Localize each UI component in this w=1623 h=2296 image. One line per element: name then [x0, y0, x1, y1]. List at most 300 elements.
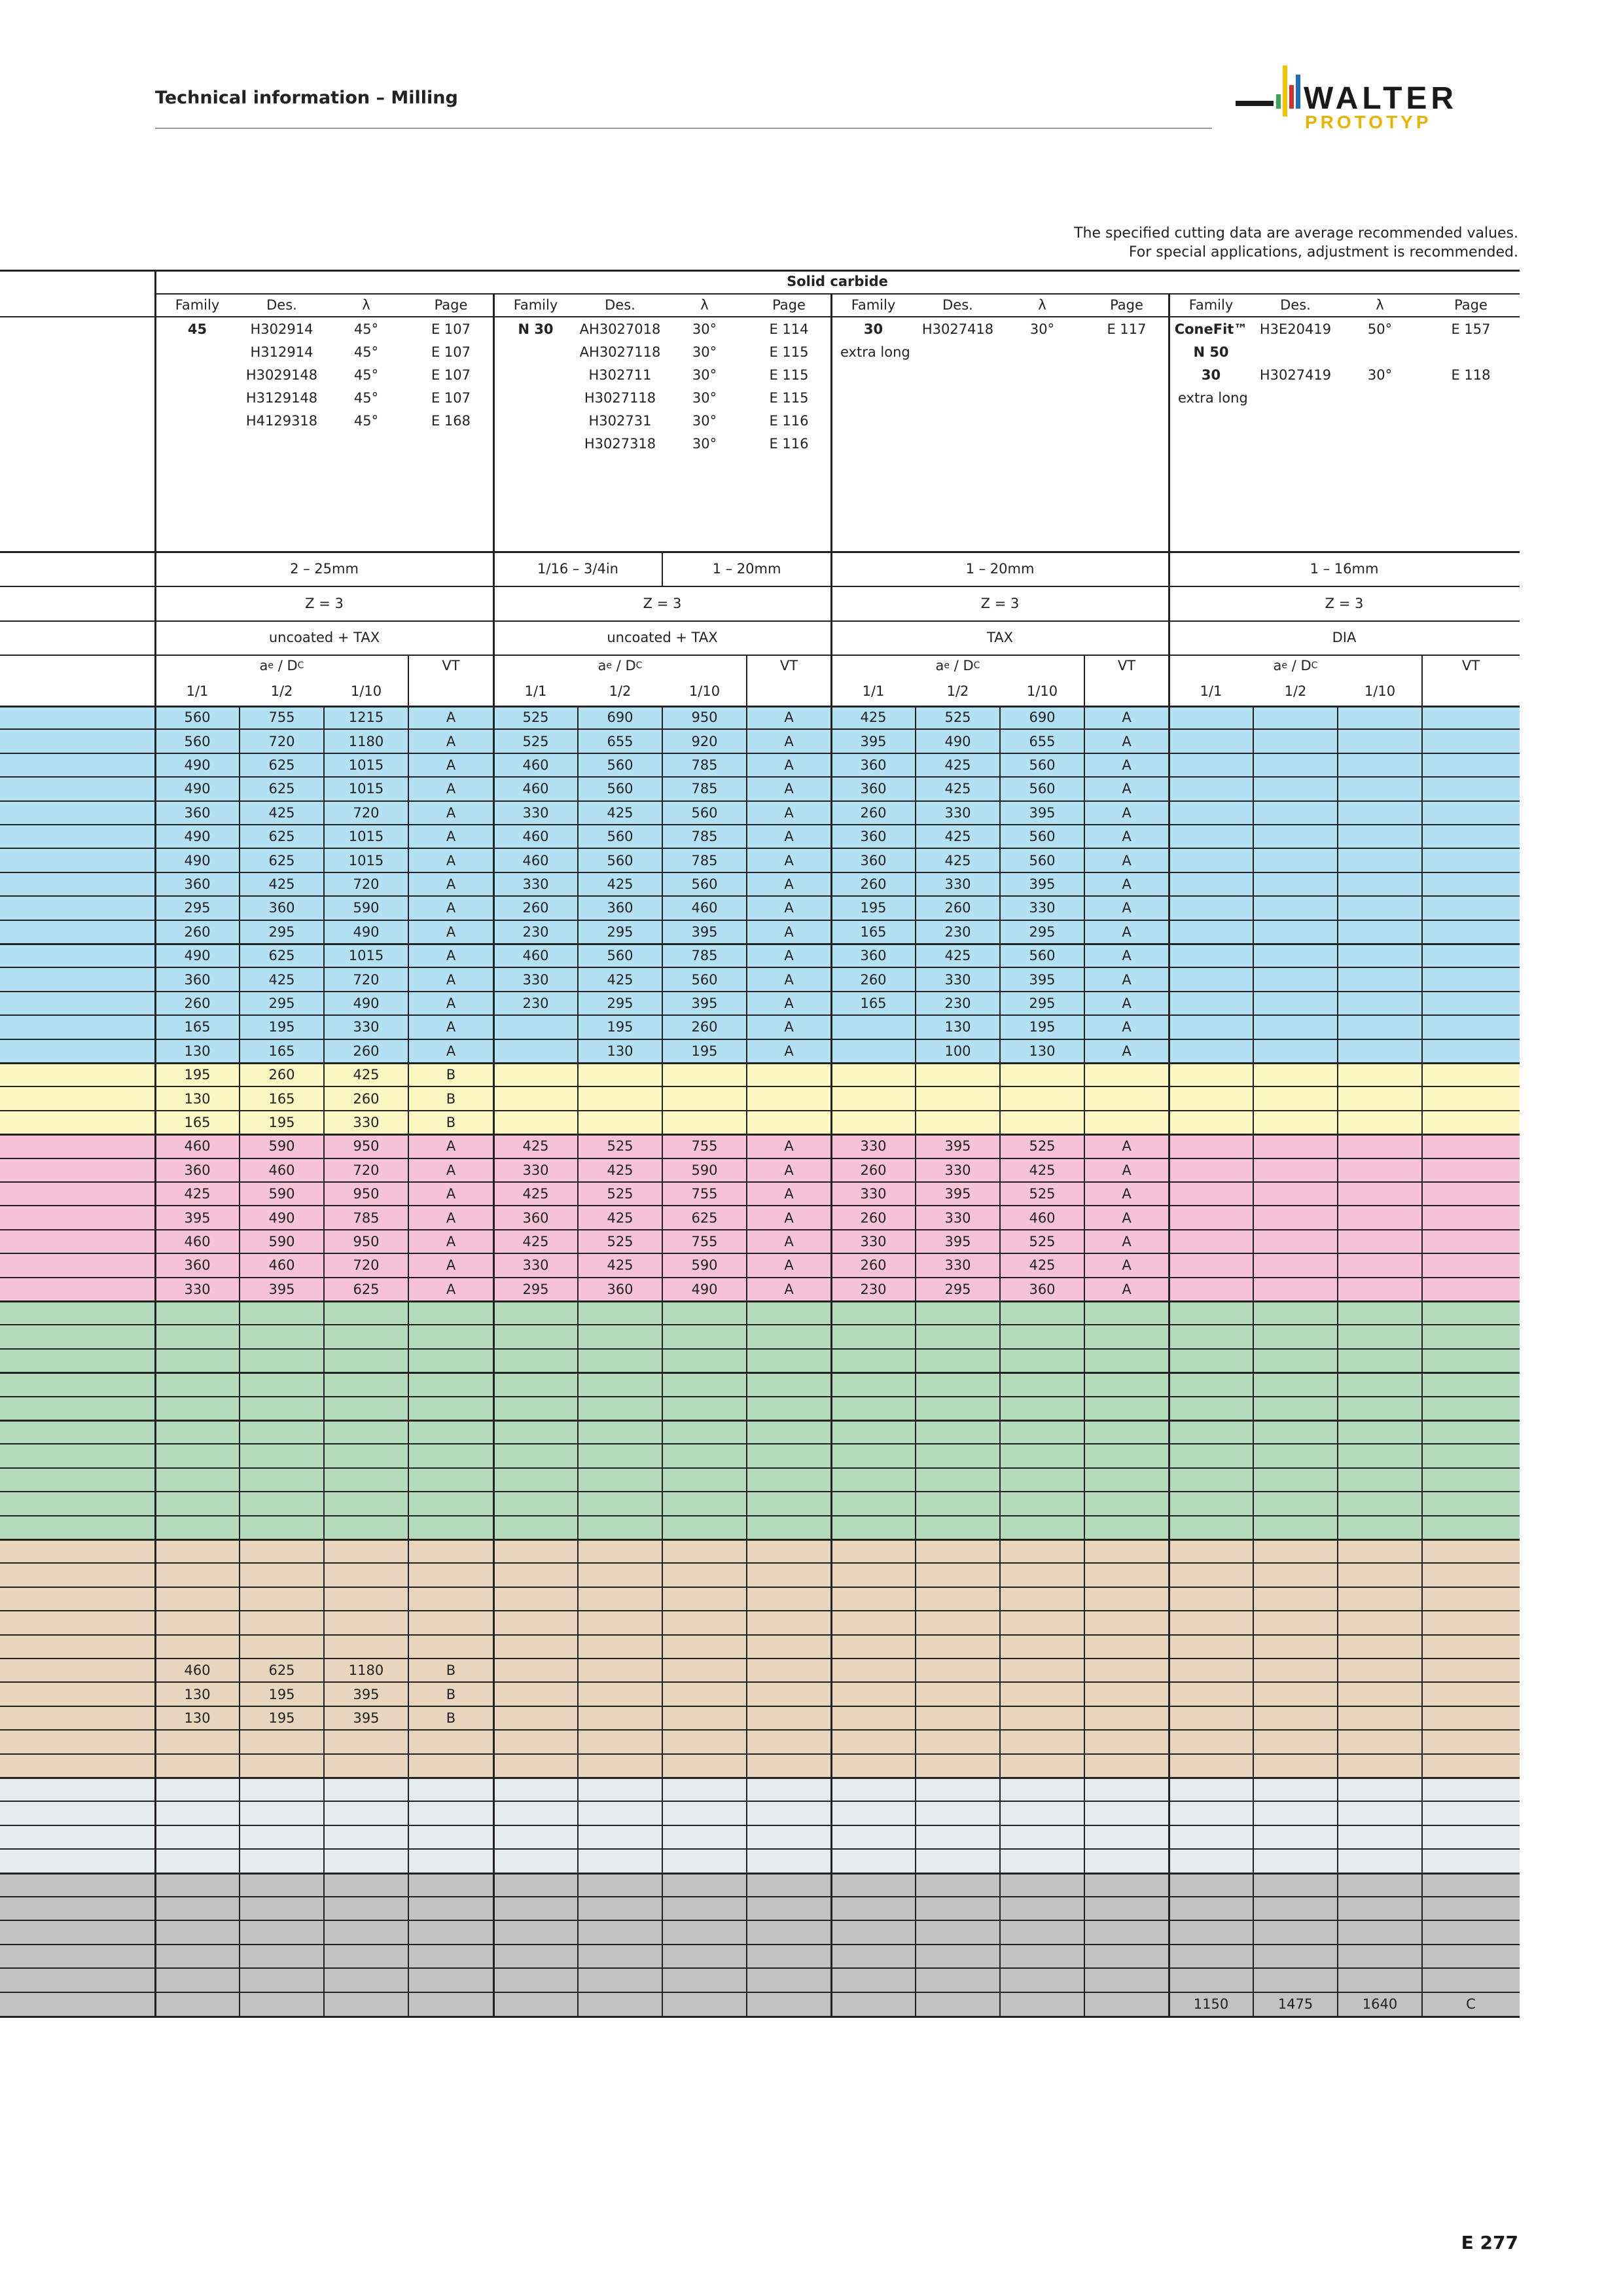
ratio-header: 1/1 [524, 683, 547, 699]
cutting-speed-value: 590 [268, 1138, 295, 1155]
cutting-speed-value: 330 [944, 876, 971, 892]
cutting-speed-value: 525 [1029, 1233, 1056, 1249]
cutting-speed-value: 625 [268, 829, 295, 845]
tool-designation: H3029148 [245, 367, 318, 383]
cutting-speed-value: 720 [353, 876, 380, 892]
cutting-speed-value: 720 [353, 1257, 380, 1274]
cutting-speed-value: 425 [607, 971, 633, 988]
vt-value: A [1122, 1043, 1132, 1059]
cutting-speed-value: 460 [184, 1233, 211, 1249]
cutting-speed-value: 195 [1029, 1019, 1056, 1035]
row-band-tan [0, 1754, 1520, 1778]
ae-dc-header [1169, 655, 1422, 677]
vt-value: B [446, 1710, 456, 1726]
tool-page: E 116 [769, 412, 809, 429]
cutting-speed-value: 260 [353, 1043, 380, 1059]
cutting-speed-value: 330 [860, 1138, 887, 1155]
vt-value: A [784, 829, 794, 845]
row-rule [0, 1777, 1520, 1779]
cutting-speed-value: 360 [860, 829, 887, 845]
cutting-speed-value: 260 [860, 971, 887, 988]
col-header-family: Family [1188, 296, 1234, 313]
ratio-header: 1/1 [1200, 683, 1222, 699]
cutting-speed-value: 1015 [348, 781, 384, 797]
row-rule [0, 1753, 1520, 1755]
cutting-speed-value: 755 [691, 1138, 718, 1155]
column-rule [1337, 706, 1338, 2016]
tool-lambda: 45° [353, 321, 379, 337]
cutting-speed-value: 560 [607, 948, 633, 964]
row-rule [0, 1324, 1520, 1325]
row-band-green [0, 1420, 1520, 1444]
cutting-speed-value: 785 [691, 948, 718, 964]
cutting-speed-value: 330 [944, 1162, 971, 1178]
cutting-speed-value: 920 [691, 733, 718, 749]
cutting-speed-value: 195 [691, 1043, 718, 1059]
vt-value: A [446, 1281, 456, 1297]
cutting-speed-value: 590 [268, 1233, 295, 1249]
cutting-speed-value: 165 [860, 924, 887, 940]
cutting-speed-value: 425 [944, 829, 971, 845]
ratio-header: 1/2 [609, 683, 632, 699]
tool-lambda: 30° [692, 321, 717, 337]
cutting-speed-value: 395 [944, 1233, 971, 1249]
vt-value: A [784, 971, 794, 988]
row-rule [0, 1610, 1520, 1611]
row-band-tan [0, 1730, 1520, 1753]
cutting-speed-value: 460 [184, 1662, 211, 1679]
diameter-range: 2 – 25mm [290, 560, 359, 577]
vt-value: A [1122, 1138, 1132, 1155]
cutting-speed-value: 690 [607, 709, 633, 726]
tool-designation: H302731 [588, 412, 652, 429]
vt-header: VT [442, 658, 460, 673]
ratio-header: 1/1 [186, 683, 209, 699]
cutting-speed-value: 490 [184, 948, 211, 964]
cutting-speed-value: 690 [1029, 709, 1056, 726]
cutting-speed-value: 560 [607, 829, 633, 845]
tool-designation: H3E20419 [1259, 321, 1332, 337]
cutting-speed-value: 785 [691, 829, 718, 845]
cutting-speed-value: 490 [268, 1210, 295, 1226]
cutting-speed-value: 720 [353, 1162, 380, 1178]
row-band-gray [0, 1945, 1520, 1968]
tool-page: E 114 [769, 321, 809, 337]
cutting-speed-value: 425 [607, 1162, 633, 1178]
cutting-speed-value: 425 [607, 1210, 633, 1226]
cutting-speed-value: 330 [522, 876, 549, 892]
cutting-speed-value: 560 [1029, 948, 1056, 964]
cutting-speed-value: 625 [691, 1210, 718, 1226]
cutting-speed-value: 560 [607, 852, 633, 869]
row-band-tan [0, 1563, 1520, 1587]
cutting-speed-value: 260 [860, 1162, 887, 1178]
tool-family: 30 [863, 321, 883, 337]
ae-dc-header [155, 655, 408, 677]
row-band-light_gray [0, 1849, 1520, 1873]
extra-long-label: extra long [840, 344, 910, 360]
row-band-tan [0, 1539, 1520, 1563]
ae-symbol: a [597, 658, 607, 673]
cutting-speed-value: 330 [944, 1257, 971, 1274]
row-rule [0, 1491, 1520, 1492]
col-header-lambda: λ [700, 296, 709, 313]
vt-value: A [784, 1138, 794, 1155]
vt-split-rule [746, 655, 747, 706]
cutting-speed-value: 425 [860, 709, 887, 726]
cutting-speed-value: 625 [268, 1662, 295, 1679]
dc-subscript: C [635, 660, 643, 671]
cutting-speed-value: 560 [184, 733, 211, 749]
diameter-range: 1 – 20mm [965, 560, 1035, 577]
col-header-lambda: λ [1376, 296, 1384, 313]
ae-symbol: a [1273, 658, 1282, 673]
tool-designation: H3027118 [584, 389, 656, 406]
col-header-lambda: λ [362, 296, 370, 313]
cutting-speed-value: 755 [268, 709, 295, 726]
cutting-speed-value: 330 [522, 1257, 549, 1274]
vt-value: A [784, 1162, 794, 1178]
col-header-des: Des. [942, 296, 973, 313]
cutting-speed-value: 560 [1029, 829, 1056, 845]
tool-page: E 107 [431, 389, 471, 406]
cutting-speed-value: 230 [944, 995, 971, 1011]
cutting-speed-value: 395 [944, 1138, 971, 1155]
cutting-speed-value: 1475 [1277, 1996, 1313, 2012]
cutting-speed-value: 425 [522, 1186, 549, 1202]
col-header-page: Page [434, 296, 468, 313]
cutting-speed-value: 195 [860, 900, 887, 916]
cutting-speed-value: 360 [607, 900, 633, 916]
col-header-lambda: λ [1038, 296, 1046, 313]
cutting-speed-value: 1640 [1362, 1996, 1398, 2012]
tooth-count: Z = 3 [305, 595, 344, 611]
cutting-speed-value: 395 [691, 995, 718, 1011]
vt-value: A [1122, 876, 1132, 892]
cutting-speed-value: 460 [522, 948, 549, 964]
cutting-speed-value: 360 [860, 948, 887, 964]
col-header-des: Des. [266, 296, 297, 313]
row-band-green [0, 1372, 1520, 1396]
vt-value: A [784, 1043, 794, 1059]
tool-lambda: 30° [692, 435, 717, 452]
vt-value: A [446, 709, 456, 726]
cutting-speed-value: 490 [353, 924, 380, 940]
row-rule [0, 1825, 1520, 1826]
vt-value: A [1122, 924, 1132, 940]
cutting-speed-value: 295 [268, 995, 295, 1011]
cutting-speed-value: 165 [268, 1043, 295, 1059]
row-band-gray [0, 1897, 1520, 1920]
tool-designation: H3027418 [921, 321, 994, 337]
tool-page: E 107 [431, 321, 471, 337]
cutting-speed-value: 460 [268, 1257, 295, 1274]
cutting-speed-value: 330 [522, 971, 549, 988]
tool-page: E 115 [769, 367, 809, 383]
vt-header: VT [1461, 658, 1480, 673]
cutting-speed-value: 655 [607, 733, 633, 749]
cutting-speed-value: 130 [184, 1710, 211, 1726]
tool-designation: H3027419 [1259, 367, 1332, 383]
vt-value: A [784, 781, 794, 797]
cutting-speed-value: 395 [353, 1710, 380, 1726]
ae-dc-header [831, 655, 1084, 677]
tool-page: E 118 [1451, 367, 1491, 383]
vt-value: A [1122, 1019, 1132, 1035]
vt-value: A [784, 876, 794, 892]
vt-value: A [784, 852, 794, 869]
cutting-speed-value: 1015 [348, 829, 384, 845]
vt-value: A [1122, 900, 1132, 916]
cutting-speed-value: 460 [522, 757, 549, 773]
tool-designation: H302914 [250, 321, 313, 337]
note-line-1: The specified cutting data are average recommended values. [1074, 225, 1518, 242]
col-header-family: Family [851, 296, 896, 313]
cutting-speed-value: 560 [184, 709, 211, 726]
tool-designation: H3027318 [584, 435, 656, 452]
cutting-speed-value: 560 [691, 971, 718, 988]
cutting-speed-value: 230 [522, 995, 549, 1011]
cutting-speed-value: 1150 [1193, 1996, 1229, 2012]
tool-lambda: 30° [1367, 367, 1393, 383]
vt-value: A [1122, 1186, 1132, 1202]
cutting-speed-value: 230 [860, 1281, 887, 1297]
vt-value: A [1122, 829, 1132, 845]
ratio-header: 1/1 [862, 683, 885, 699]
row-band-green [0, 1468, 1520, 1492]
cutting-speed-value: 625 [268, 948, 295, 964]
ratio-header: 1/10 [688, 683, 721, 699]
cutting-speed-value: 460 [691, 900, 718, 916]
cutting-speed-value: 490 [691, 1281, 718, 1297]
cutting-speed-value: 165 [860, 995, 887, 1011]
cutting-speed-value: 425 [184, 1186, 211, 1202]
tool-page: E 115 [769, 389, 809, 406]
note-line-2: For special applications, adjustment is recommended. [1128, 244, 1518, 260]
cutting-speed-value: 130 [607, 1043, 633, 1059]
cutting-speed-value: 260 [268, 1067, 295, 1083]
ratio-header: 1/10 [1026, 683, 1058, 699]
cutting-speed-value: 295 [944, 1281, 971, 1297]
cutting-speed-value: 195 [268, 1019, 295, 1035]
cutting-speed-value: 590 [691, 1162, 718, 1178]
cutting-speed-value: 330 [1029, 900, 1056, 916]
cutting-speed-value: 560 [607, 757, 633, 773]
cutting-speed-value: 950 [353, 1138, 380, 1155]
ratio-header: 1/2 [946, 683, 969, 699]
cutting-speed-value: 330 [860, 1186, 887, 1202]
vt-value: B [446, 1090, 456, 1107]
row-rule [0, 1396, 1520, 1397]
cutting-speed-value: 330 [522, 804, 549, 821]
row-band-light_gray [0, 1778, 1520, 1801]
row-band-green [0, 1516, 1520, 1539]
col-header-des: Des. [1280, 296, 1311, 313]
ae-symbol: a [259, 658, 268, 673]
ratio-header: 1/2 [270, 683, 293, 699]
row-band-gray [0, 1968, 1520, 1992]
vt-value: A [446, 995, 456, 1011]
tooth-count: Z = 3 [643, 595, 682, 611]
cutting-speed-value: 260 [860, 804, 887, 821]
tool-page: E 157 [1451, 321, 1491, 337]
vt-value: A [446, 829, 456, 845]
row-rule [0, 1634, 1520, 1636]
row-rule [0, 1515, 1520, 1516]
ratio-header: 1/10 [350, 683, 382, 699]
cutting-speed-value: 590 [353, 900, 380, 916]
cutting-speed-value: 295 [184, 900, 211, 916]
cutting-speed-value: 525 [522, 709, 549, 726]
cutting-speed-value: 425 [268, 971, 295, 988]
ratio-header: 1/10 [1364, 683, 1396, 699]
vt-value: A [446, 900, 456, 916]
cutting-speed-value: 460 [1029, 1210, 1056, 1226]
row-rule [0, 1539, 1520, 1541]
tool-lambda: 30° [692, 389, 717, 406]
vt-value: A [1122, 1257, 1132, 1274]
cutting-speed-value: 1015 [348, 757, 384, 773]
cutting-speed-value: 560 [1029, 852, 1056, 869]
cutting-speed-value: 395 [1029, 876, 1056, 892]
vt-value: A [446, 971, 456, 988]
row-band-tan [0, 1611, 1520, 1634]
row-rule [0, 1920, 1520, 1921]
cutting-speed-value: 525 [607, 1186, 633, 1202]
vt-value: A [446, 876, 456, 892]
cutting-speed-value: 165 [184, 1114, 211, 1130]
vt-value: A [1122, 971, 1132, 988]
tool-lambda: 45° [353, 389, 379, 406]
vt-value: B [446, 1686, 456, 1702]
cutting-speed-value: 425 [607, 876, 633, 892]
cutting-speed-value: 295 [607, 995, 633, 1011]
coating: uncoated + TAX [268, 630, 380, 645]
cutting-speed-value: 165 [184, 1019, 211, 1035]
cutting-speed-value: 720 [353, 971, 380, 988]
cutting-speed-value: 560 [607, 781, 633, 797]
row-band-tan [0, 1635, 1520, 1659]
cutting-speed-value: 260 [522, 900, 549, 916]
cutting-speed-value: 525 [607, 1138, 633, 1155]
cutting-speed-value: 490 [184, 781, 211, 797]
row-band-gray [0, 1873, 1520, 1897]
cutting-speed-value: 295 [1029, 924, 1056, 940]
tool-lambda: 45° [353, 412, 379, 429]
cutting-speed-value: 395 [944, 1186, 971, 1202]
vt-value: A [446, 1257, 456, 1274]
cutting-speed-value: 590 [268, 1186, 295, 1202]
tool-lambda: 30° [1029, 321, 1055, 337]
row-rule [0, 1420, 1520, 1422]
cutting-speed-value: 590 [691, 1257, 718, 1274]
cutting-speed-value: 625 [268, 757, 295, 773]
row-band-green [0, 1349, 1520, 1372]
cutting-speed-value: 490 [944, 733, 971, 749]
cutting-speed-value: 330 [944, 971, 971, 988]
cutting-speed-value: 230 [522, 924, 549, 940]
tool-lambda: 45° [353, 344, 379, 360]
col-header-page: Page [772, 296, 806, 313]
cutting-speed-value: 130 [944, 1019, 971, 1035]
dc-subscript: C [973, 660, 980, 671]
cutting-speed-value: 950 [691, 709, 718, 726]
vt-value: A [446, 1186, 456, 1202]
cutting-speed-value: 425 [607, 804, 633, 821]
coating: TAX [987, 630, 1013, 645]
tool-designation: H312914 [250, 344, 313, 360]
cutting-speed-value: 260 [184, 995, 211, 1011]
cutting-speed-value: 230 [944, 924, 971, 940]
vt-value: A [446, 1233, 456, 1249]
vt-value: A [446, 781, 456, 797]
cutting-speed-value: 425 [522, 1233, 549, 1249]
cutting-speed-value: 195 [607, 1019, 633, 1035]
cutting-speed-value: 260 [860, 1257, 887, 1274]
vt-value: A [784, 709, 794, 726]
vt-value: A [446, 757, 456, 773]
row-rule [0, 1801, 1520, 1802]
row-band-green [0, 1325, 1520, 1348]
row-rule [0, 1873, 1520, 1874]
dc-subscript: C [1311, 660, 1318, 671]
cutting-speed-value: 295 [607, 924, 633, 940]
cutting-speed-value: 950 [353, 1186, 380, 1202]
ae-symbol: a [935, 658, 944, 673]
cutting-speed-value: 1215 [348, 709, 384, 726]
cutting-speed-value: 395 [268, 1281, 295, 1297]
cutting-speed-value: 395 [353, 1686, 380, 1702]
table-title: Solid carbide [787, 274, 888, 289]
cutting-speed-value: 260 [353, 1090, 380, 1107]
vt-value: A [446, 1019, 456, 1035]
tool-family: N 30 [518, 321, 554, 337]
row-band-light_gray [0, 1825, 1520, 1849]
cutting-speed-value: 425 [268, 804, 295, 821]
ratio-header: 1/2 [1284, 683, 1307, 699]
cutting-speed-value: 425 [268, 876, 295, 892]
cutting-speed-value: 490 [353, 995, 380, 1011]
cutting-speed-value: 525 [944, 709, 971, 726]
vt-value: A [1122, 1162, 1132, 1178]
vt-value: A [784, 924, 794, 940]
cutting-speed-value: 460 [522, 829, 549, 845]
cutting-speed-value: 425 [944, 781, 971, 797]
dc-subscript: C [297, 660, 304, 671]
cutting-speed-value: 360 [184, 1257, 211, 1274]
cutting-speed-value: 195 [268, 1710, 295, 1726]
tool-page: E 107 [431, 367, 471, 383]
row-rule [0, 1944, 1520, 1945]
vt-value: A [1122, 948, 1132, 964]
cutting-speed-value: 130 [184, 1686, 211, 1702]
cutting-speed-value: 785 [691, 757, 718, 773]
cutting-speed-value: 330 [353, 1019, 380, 1035]
cutting-speed-value: 460 [268, 1162, 295, 1178]
row-band-green [0, 1444, 1520, 1467]
column-rule [1421, 706, 1423, 2016]
cutting-speed-value: 560 [1029, 757, 1056, 773]
cutting-speed-value: 425 [944, 852, 971, 869]
cutting-speed-value: 395 [1029, 804, 1056, 821]
cutting-speed-value: 395 [1029, 971, 1056, 988]
vt-value: A [446, 1210, 456, 1226]
ae-subscript: e [1281, 660, 1288, 671]
vt-value: B [446, 1067, 456, 1083]
row-rule [0, 1467, 1520, 1469]
cutting-speed-value: 360 [184, 876, 211, 892]
vt-value: A [1122, 781, 1132, 797]
